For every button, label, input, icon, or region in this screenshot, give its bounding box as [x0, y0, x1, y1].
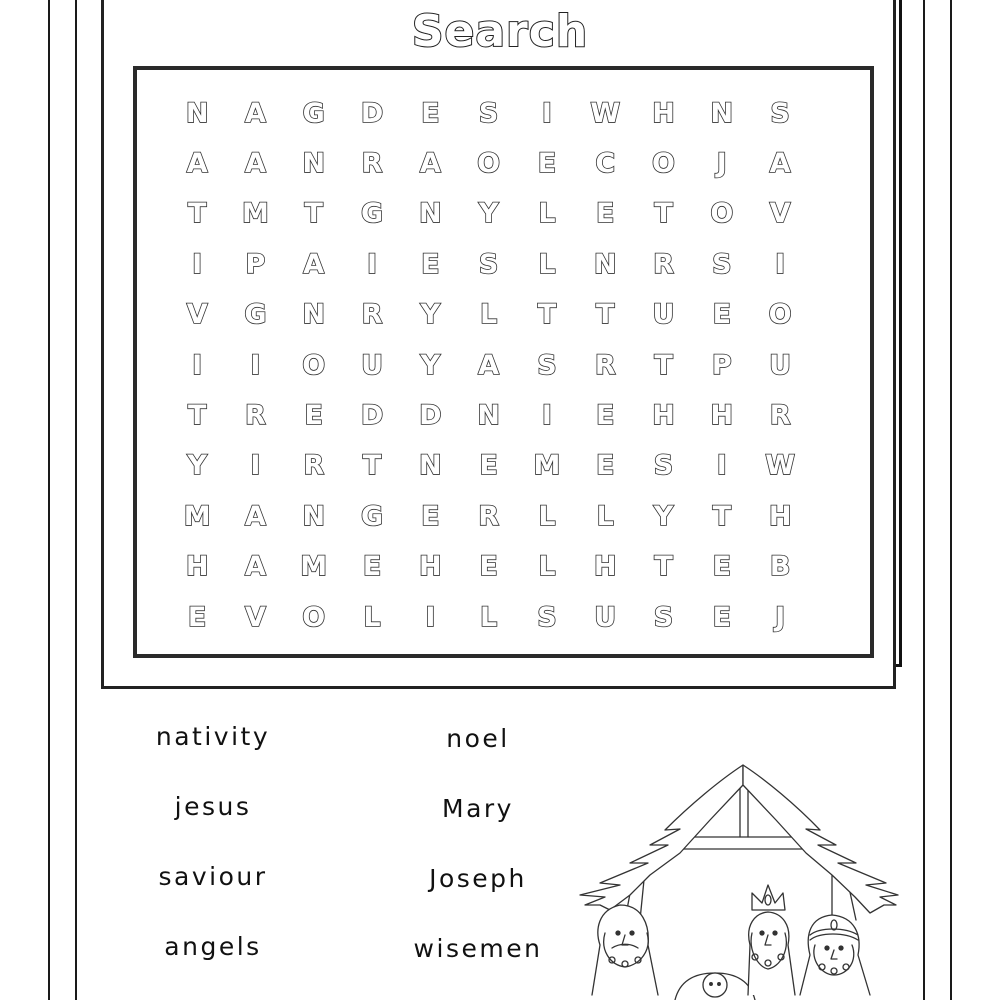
- grid-cell[interactable]: H: [652, 97, 675, 129]
- grid-cell[interactable]: W: [590, 97, 621, 129]
- grid-cell[interactable]: M: [183, 500, 211, 532]
- wiseman-turban-icon: [800, 915, 870, 995]
- grid-cell[interactable]: T: [187, 198, 207, 230]
- grid-cell[interactable]: S: [653, 450, 674, 482]
- grid-cell[interactable]: M: [242, 198, 269, 230]
- grid-cell[interactable]: N: [593, 248, 617, 280]
- grid-cell[interactable]: U: [769, 349, 792, 381]
- grid-cell[interactable]: A: [244, 551, 266, 583]
- grid-cell[interactable]: E: [537, 148, 557, 180]
- grid-cell[interactable]: T: [304, 198, 323, 230]
- grid-cell[interactable]: Y: [420, 299, 441, 331]
- grid-cell[interactable]: D: [360, 400, 384, 432]
- grid-cell[interactable]: E: [479, 450, 498, 482]
- grid-cell[interactable]: I: [716, 450, 727, 482]
- grid-cell[interactable]: O: [302, 601, 326, 633]
- grid-cell[interactable]: O: [710, 198, 734, 230]
- grid-cell[interactable]: O: [302, 349, 326, 381]
- grid-cell[interactable]: A: [244, 500, 266, 532]
- grid-cell[interactable]: H: [768, 500, 792, 532]
- grid-cell[interactable]: R: [478, 500, 500, 532]
- grid-cell[interactable]: L: [596, 500, 614, 532]
- grid-cell[interactable]: I: [425, 601, 436, 633]
- word-item-saviour: saviour: [158, 862, 268, 891]
- grid-cell[interactable]: V: [244, 601, 266, 633]
- grid-cell[interactable]: T: [712, 500, 732, 532]
- grid-cell[interactable]: L: [538, 500, 556, 532]
- grid-cell[interactable]: L: [480, 299, 498, 331]
- grid-cell[interactable]: E: [712, 601, 732, 633]
- grid-cell[interactable]: T: [537, 299, 557, 331]
- grid-cell[interactable]: Y: [653, 500, 674, 532]
- grid-cell[interactable]: T: [654, 198, 673, 230]
- grid-cell[interactable]: D: [360, 97, 384, 129]
- grid-cell[interactable]: U: [652, 299, 675, 331]
- grid-cell[interactable]: E: [712, 551, 732, 583]
- grid-cell[interactable]: N: [302, 148, 326, 180]
- grid-cell[interactable]: G: [360, 500, 384, 532]
- word-item-joseph: Joseph: [429, 864, 527, 893]
- grid-cell[interactable]: C: [595, 148, 616, 180]
- grid-cell[interactable]: I: [541, 97, 552, 129]
- word-item-noel: noel: [446, 724, 510, 753]
- grid-cell[interactable]: I: [192, 248, 203, 280]
- grid-cell[interactable]: M: [533, 450, 561, 482]
- grid-cell[interactable]: S: [712, 248, 732, 280]
- grid-cell[interactable]: O: [768, 299, 792, 331]
- grid-cell[interactable]: Y: [187, 450, 207, 482]
- grid-cell[interactable]: M: [300, 551, 328, 583]
- wiseman-left-icon: [592, 905, 658, 995]
- grid-cell[interactable]: S: [478, 97, 499, 129]
- grid-cell[interactable]: J: [775, 601, 786, 633]
- grid-cell[interactable]: T: [654, 551, 673, 583]
- grid-cell[interactable]: Y: [478, 198, 499, 230]
- grid-cell[interactable]: I: [775, 248, 786, 280]
- grid-cell[interactable]: R: [653, 248, 674, 280]
- grid-cell[interactable]: A: [419, 148, 441, 180]
- grid-cell[interactable]: S: [770, 97, 790, 129]
- grid-cell[interactable]: R: [769, 400, 791, 432]
- page-border-line-left-inner: [75, 0, 77, 1000]
- grid-cell[interactable]: N: [302, 500, 326, 532]
- grid-cell[interactable]: H: [593, 551, 617, 583]
- page-border-line-left-outer: [48, 0, 50, 1000]
- grid-cell[interactable]: E: [596, 450, 615, 482]
- grid-cell[interactable]: G: [360, 198, 384, 230]
- grid-cell[interactable]: N: [419, 198, 442, 230]
- grid-cell[interactable]: S: [537, 601, 557, 633]
- word-list: [100, 712, 580, 982]
- grid-cell[interactable]: A: [244, 97, 266, 129]
- word-item-jesus: jesus: [174, 792, 252, 821]
- grid-cell[interactable]: E: [304, 400, 323, 432]
- grid-cell[interactable]: R: [361, 148, 383, 180]
- letter-grid: [168, 88, 809, 642]
- page-title: Search: [411, 6, 589, 57]
- grid-cell[interactable]: E: [421, 500, 440, 532]
- grid-cell[interactable]: H: [185, 551, 209, 583]
- grid-cell[interactable]: E: [421, 97, 440, 129]
- grid-cell[interactable]: A: [186, 148, 208, 180]
- grid-cell[interactable]: A: [244, 148, 266, 180]
- nativity-illustration: [570, 745, 900, 1000]
- grid-cell[interactable]: S: [653, 601, 674, 633]
- grid-cell[interactable]: L: [538, 248, 556, 280]
- grid-cell[interactable]: Y: [420, 349, 441, 381]
- grid-cell[interactable]: G: [302, 97, 325, 129]
- grid-cell[interactable]: H: [710, 400, 734, 432]
- grid-cell[interactable]: L: [538, 551, 556, 583]
- grid-cell[interactable]: I: [541, 400, 552, 432]
- grid-cell[interactable]: N: [710, 97, 734, 129]
- grid-cell[interactable]: T: [187, 400, 207, 432]
- wiseman-crowned-icon: [748, 885, 795, 995]
- grid-cell[interactable]: P: [245, 248, 266, 280]
- grid-cell[interactable]: R: [303, 450, 325, 482]
- grid-cell[interactable]: R: [245, 400, 266, 432]
- grid-cell[interactable]: W: [765, 450, 796, 482]
- grid-cell[interactable]: R: [594, 349, 616, 381]
- word-item-nativity: nativity: [155, 722, 271, 751]
- grid-cell[interactable]: L: [480, 601, 498, 633]
- grid-cell[interactable]: E: [596, 400, 615, 432]
- grid-cell[interactable]: H: [652, 400, 675, 432]
- grid-cell[interactable]: E: [421, 248, 440, 280]
- grid-cell[interactable]: P: [711, 349, 732, 381]
- grid-cell[interactable]: G: [244, 299, 267, 331]
- grid-cell[interactable]: N: [419, 450, 442, 482]
- grid-cell[interactable]: O: [477, 148, 501, 180]
- grid-cell[interactable]: E: [479, 551, 498, 583]
- grid-cell[interactable]: T: [596, 299, 615, 331]
- grid-cell[interactable]: N: [302, 299, 326, 331]
- grid-cell[interactable]: S: [537, 349, 557, 381]
- grid-cell[interactable]: U: [594, 601, 617, 633]
- grid-cell[interactable]: T: [654, 349, 673, 381]
- grid-cell[interactable]: E: [596, 198, 615, 230]
- grid-cell[interactable]: N: [185, 97, 209, 129]
- grid-cell[interactable]: S: [478, 248, 499, 280]
- grid-cell[interactable]: N: [477, 400, 500, 432]
- grid-cell[interactable]: R: [361, 299, 383, 331]
- grid-cell[interactable]: T: [362, 450, 382, 482]
- grid-cell[interactable]: I: [250, 450, 261, 482]
- word-item-wisemen: wisemen: [413, 934, 543, 963]
- baby-jesus-icon: [675, 973, 755, 1000]
- grid-cell[interactable]: L: [363, 601, 381, 633]
- grid-cell[interactable]: A: [478, 349, 500, 381]
- page-border-line-right-inner: [923, 0, 925, 1000]
- page-border-line-right-outer: [950, 0, 952, 1000]
- grid-cell[interactable]: I: [250, 349, 261, 381]
- grid-cell[interactable]: J: [716, 148, 727, 180]
- grid-cell[interactable]: B: [769, 551, 791, 583]
- grid-cell[interactable]: I: [367, 248, 378, 280]
- grid-cell[interactable]: O: [652, 148, 675, 180]
- word-item-angels: angels: [164, 932, 262, 961]
- grid-cell[interactable]: E: [362, 551, 382, 583]
- grid-cell[interactable]: E: [187, 601, 207, 633]
- grid-cell[interactable]: A: [769, 148, 791, 180]
- grid-cell[interactable]: I: [192, 349, 203, 381]
- grid-cell[interactable]: D: [419, 400, 442, 432]
- grid-cell[interactable]: A: [303, 248, 325, 280]
- grid-cell[interactable]: L: [538, 198, 556, 230]
- grid-cell[interactable]: V: [769, 198, 791, 230]
- grid-cell[interactable]: U: [361, 349, 383, 381]
- grid-cell[interactable]: H: [419, 551, 442, 583]
- word-item-mary: Mary: [442, 794, 514, 823]
- grid-cell[interactable]: V: [186, 299, 208, 331]
- grid-cell[interactable]: E: [712, 299, 732, 331]
